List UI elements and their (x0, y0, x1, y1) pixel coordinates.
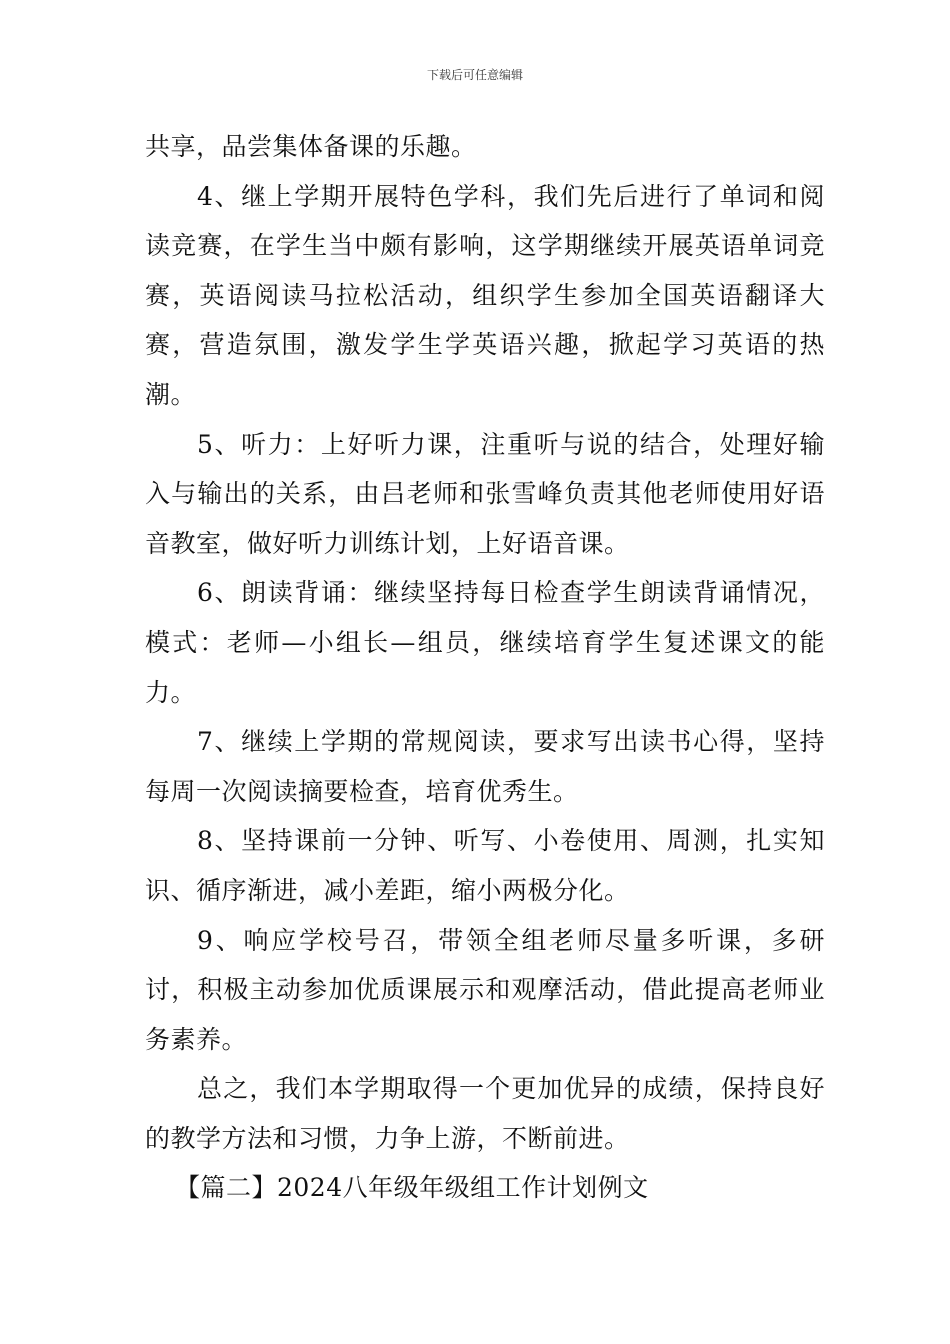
paragraph-summary: 总之，我们本学期取得一个更加优异的成绩，保持良好的教学方法和习惯，力争上游，不断前进。 (145, 1074, 825, 1153)
paragraph-continuation: 共享，品尝集体备课的乐趣。 (145, 132, 477, 161)
paragraph-item-6: 6、朗读背诵：继续坚持每日检查学生朗读背诵情况，模式：老师—小组长—组员，继续培育学生复述课文的能力。 (145, 578, 825, 707)
document-body (145, 122, 825, 1213)
page-header-note: 下载后可任意编辑 (426, 68, 523, 82)
paragraph-item-8: 8、坚持课前一分钟、听写、小卷使用、周测，扎实知识、循序渐进，减小差距，缩小两极分化。 (145, 826, 825, 905)
paragraph-item-9: 9、响应学校号召，带领全组老师尽量多听课，多研讨，积极主动参加优质课展示和观摩活动，借此提高老师业务素养。 (145, 925, 825, 1054)
paragraph-item-4: 4、继上学期开展特色学科，我们先后进行了单词和阅读竞赛，在学生当中颇有影响，这学期继续开展英语单词竞赛，英语阅读马拉松活动，组织学生参加全国英语翻译大赛，营造氛围，激发学生学英语兴趣，掀起学习英语的热潮。 (145, 181, 825, 409)
paragraph-item-5: 5、听力：上好听力课，注重听与说的结合，处理好输入与输出的关系，由吕老师和张雪峰负责其他老师使用好语音教室，做好听力训练计划，上好语音课。 (145, 429, 825, 558)
section-heading: 【篇二】2024八年级年级组工作计划例文 (175, 1173, 649, 1203)
paragraph-item-7: 7、继续上学期的常规阅读，要求写出读书心得，坚持每周一次阅读摘要检查，培育优秀生。 (145, 727, 825, 806)
